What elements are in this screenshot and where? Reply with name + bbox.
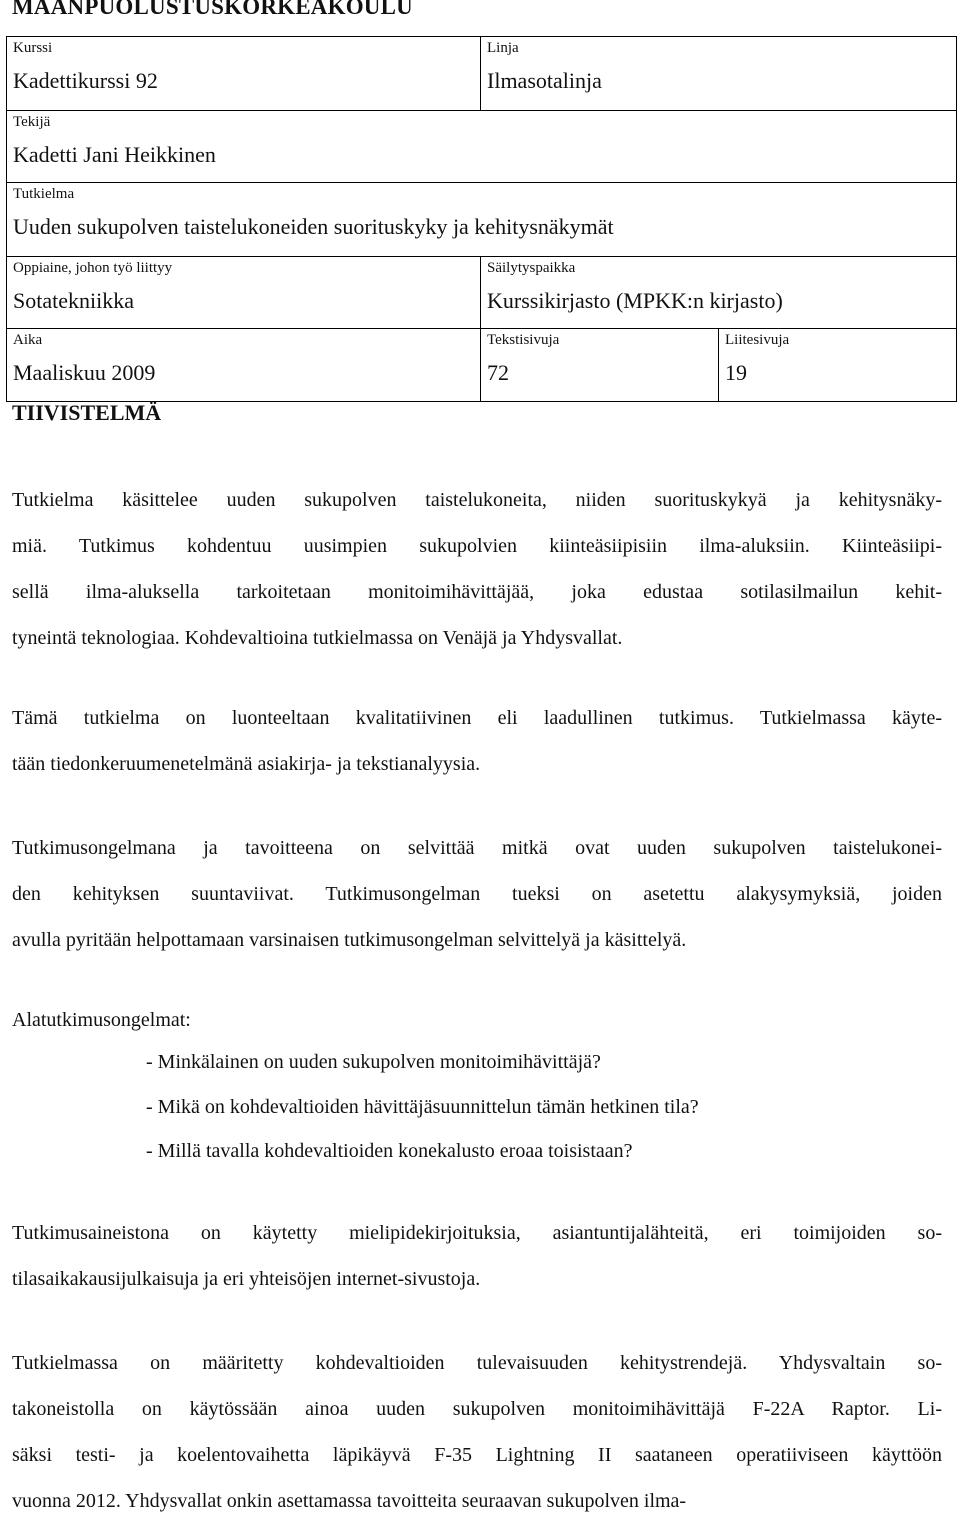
text-line: takoneistolla on käytössään ainoa uuden sukupolven monitoimihävittäjä F-22A Raptor. Li-	[12, 1398, 942, 1420]
thesis-title: Uuden sukupolven taistelukoneiden suorituskyky ja kehitysnäkymät	[13, 214, 614, 239]
list-item: - Mikä on kohdevaltioiden hävittäjäsuunnittelun tämän hetkinen tila?	[146, 1095, 699, 1118]
subquestions-title-block	[12, 997, 942, 1043]
course-label: Kurssi	[13, 40, 53, 56]
text-pages-value: 72	[487, 360, 509, 385]
abstract-title: TIIVISTELMÄ	[12, 400, 162, 425]
appendix-pages-cell	[719, 329, 957, 402]
text-line: tään tiedonkeruumenetelmänä asiakirja- ja tekstianalyysia.	[12, 753, 481, 775]
storage-cell	[481, 257, 957, 329]
storage-label: Säilytyspaikka	[487, 260, 576, 276]
paragraph-2	[12, 695, 942, 787]
text-line: avulla pyritään helpottamaan varsinaisen tutkimusongelman selvittelyä ja käsittelyä.	[12, 929, 687, 951]
text-line: Tutkimusongelmana ja tavoitteena on selvittää mitkä ovat uuden sukupolven taistelukonei-	[12, 837, 942, 859]
subject-label: Oppiaine, johon työ liittyy	[13, 260, 173, 276]
text-line: säksi testi- ja koelentovaihetta läpikäyvä F-35 Lightning II saataneen operatiiviseen käyttöön	[12, 1444, 942, 1466]
paragraph-5	[12, 1340, 942, 1524]
list-item: - Minkälainen on uuden sukupolven monitoimihävittäjä?	[146, 1051, 601, 1073]
course-cell	[7, 37, 481, 111]
text-line: tilasaikakausijulkaisuja ja eri yhteisöjen internet-sivustoja.	[12, 1268, 481, 1290]
text-line: Tutkielmassa on määritetty kohdevaltioiden tulevaisuuden kehitystrendejä. Yhdysvaltain so-	[12, 1352, 942, 1374]
paragraph-3	[12, 825, 942, 963]
text-line: den kehityksen suuntaviivat. Tutkimusongelman tueksi on asetettu alakysymyksiä, joiden	[12, 883, 942, 905]
institution-header: MAANPUOLUSTUSKORKEAKOULU	[12, 0, 413, 19]
appendix-pages-value: 19	[725, 360, 747, 385]
subject-cell	[7, 257, 481, 329]
text-pages-label: Tekstisivuja	[487, 332, 560, 348]
date-cell	[7, 329, 481, 402]
line-value: Ilmasotalinja	[487, 68, 602, 93]
list-item: - Millä tavalla kohdevaltioiden konekalusto eroaa toisistaan?	[146, 1140, 633, 1162]
text-line: miä. Tutkimus kohdentuu uusimpien sukupolvien kiinteäsiipisiin ilma-aluksiin. Kiinteäsiipi-	[12, 535, 942, 557]
author-value: Kadetti Jani Heikkinen	[13, 142, 216, 167]
line-label: Linja	[487, 40, 519, 56]
text-pages-cell	[481, 329, 719, 402]
text-line: Tämä tutkielma on luonteeltaan kvalitatiivinen eli laadullinen tutkimus. Tutkielmassa käyte-	[12, 707, 942, 729]
date-value: Maaliskuu 2009	[13, 360, 156, 385]
subject-value: Sotatekniikka	[13, 288, 134, 313]
author-cell	[7, 111, 957, 183]
thesis-info-table	[6, 36, 957, 402]
text-line: Tutkimusaineistona on käytetty mielipidekirjoituksia, asiantuntijalähteitä, eri toimijoiden so-	[12, 1222, 942, 1244]
paragraph-1	[12, 477, 942, 661]
paragraph-4	[12, 1210, 942, 1302]
text-line: tyneintä teknologiaa. Kohdevaltioina tutkielmassa on Venäjä ja Yhdysvallat.	[12, 627, 623, 649]
date-label: Aika	[13, 332, 43, 348]
thesis-label: Tutkielma	[13, 186, 75, 202]
thesis-cell	[7, 183, 957, 257]
author-label: Tekijä	[13, 114, 51, 130]
subquestions-title: Alatutkimusongelmat:	[12, 1009, 191, 1031]
line-cell	[481, 37, 957, 111]
text-line: sellä ilma-aluksella tarkoitetaan monitoimihävittäjää, joka edustaa sotilasilmailun kehit-	[12, 581, 942, 603]
text-line: Tutkielma käsittelee uuden sukupolven taistelukoneita, niiden suorituskykyä ja kehitysnäky-	[12, 489, 942, 511]
text-line: vuonna 2012. Yhdysvallat onkin asettamassa tavoitteita seuraavan sukupolven ilma-	[12, 1490, 687, 1512]
appendix-pages-label: Liitesivuja	[725, 332, 790, 348]
storage-value: Kurssikirjasto (MPKK:n kirjasto)	[487, 288, 783, 313]
course-value: Kadettikurssi 92	[13, 68, 158, 93]
subquestions-list	[146, 1040, 699, 1174]
